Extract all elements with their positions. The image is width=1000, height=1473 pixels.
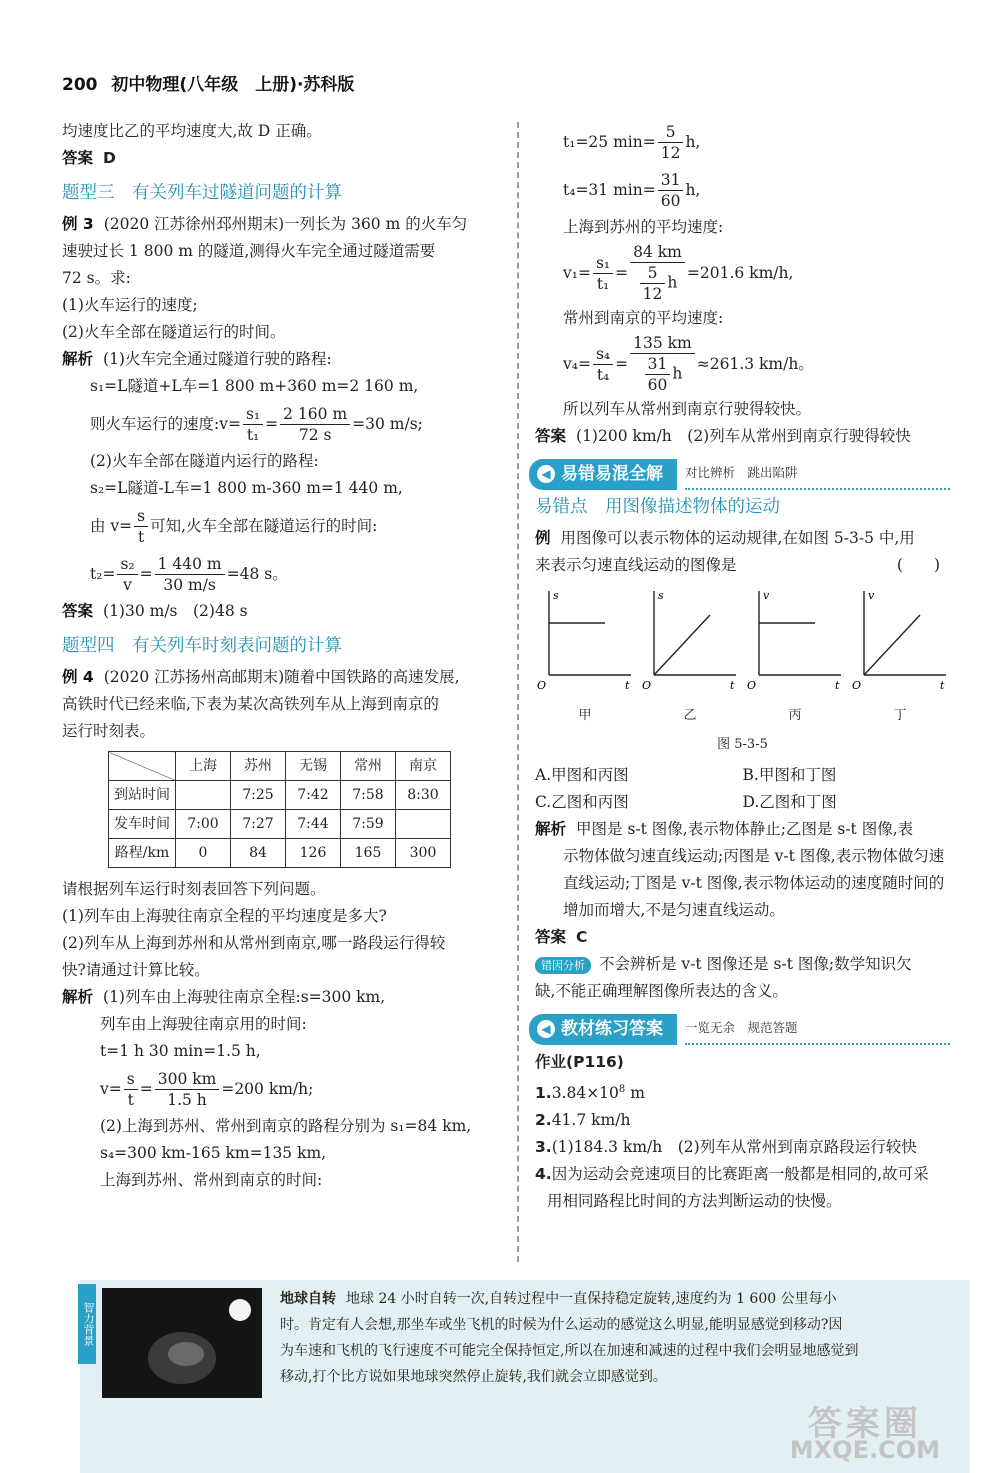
hw-item-4 — [535, 1161, 950, 1188]
graph-svg — [850, 585, 950, 695]
x-label: t — [730, 679, 735, 692]
y-label: s — [658, 589, 664, 602]
table-cell: 126 — [286, 839, 341, 868]
text: = — [615, 263, 629, 282]
fraction — [117, 554, 137, 595]
num: s — [134, 506, 148, 527]
fraction — [658, 170, 684, 211]
formula — [62, 400, 502, 448]
error-tag: 错因分析 — [535, 957, 591, 974]
answer-value: D — [103, 149, 116, 167]
origin-label: O — [747, 679, 757, 692]
analysis-line — [62, 984, 502, 1011]
table-cell: 0 — [176, 839, 231, 868]
text-line: 快?请通过计算比较。 — [62, 961, 210, 979]
table-cell: 路程/km — [109, 839, 176, 868]
text: t₄=31 min= — [563, 180, 656, 199]
fraction — [593, 253, 613, 294]
data-line — [654, 615, 710, 675]
option-a: A.甲图和丙图 — [535, 766, 629, 784]
table-cell: 300 — [396, 839, 451, 868]
speaker-icon: ◀ — [537, 1020, 555, 1038]
text: 移动,打个比方说如果地球突然停止旋转,我们就会立即感觉到。 — [280, 1369, 667, 1385]
fraction — [280, 404, 350, 445]
text: t₂= — [90, 564, 116, 583]
graph-jia — [535, 585, 635, 729]
den: 60 — [647, 376, 668, 394]
num: s₄ — [593, 344, 613, 365]
table-cell: 84 — [231, 839, 286, 868]
text: (1)火车完全通过隧道行驶的路程: — [103, 350, 332, 368]
table-row — [109, 781, 451, 810]
example-label: 例 — [535, 529, 551, 547]
text: 由 v= — [90, 516, 133, 535]
banner-title: 易错易混全解 — [561, 463, 663, 484]
timetable — [108, 751, 451, 868]
answer-line — [62, 598, 502, 625]
table-header: 常州 — [341, 752, 396, 781]
fraction — [155, 554, 225, 595]
left-column — [62, 118, 502, 1194]
text: (2020 江苏扬州高邮期末)随着中国铁路的高速发展, — [103, 668, 460, 686]
answer-label: 答案 — [62, 602, 94, 620]
item-number: 1. — [535, 1084, 552, 1103]
text: v= — [100, 1079, 122, 1098]
fraction — [630, 333, 695, 395]
item-number: 4. — [535, 1165, 552, 1184]
figure-caption: 图 5-3-5 — [717, 737, 768, 752]
book-title: 初中物理(八年级 上册)·苏科版 — [111, 75, 355, 95]
text: 来表示匀速直线运动的图像是 — [535, 556, 737, 574]
footer-box — [80, 1280, 970, 1473]
watermark-title: 答案圈 — [807, 1404, 922, 1444]
graph-svg — [535, 585, 635, 695]
option-d: D.乙图和丁图 — [742, 793, 837, 811]
right-column — [535, 118, 950, 1215]
table-header: 南京 — [396, 752, 451, 781]
formula — [62, 550, 502, 598]
num: s₁ — [243, 404, 263, 425]
fraction — [243, 404, 263, 445]
error-point-title: 易错点 用图像描述物体的运动 — [535, 497, 780, 517]
example-label: 例 3 — [62, 215, 94, 233]
text-line: s₂=L隧道-L车=1 800 m-360 m=1 440 m, — [90, 479, 403, 497]
num: 5 — [640, 263, 666, 284]
banner-subtitle: 对比辨析 跳出陷阱 — [685, 459, 950, 490]
options — [535, 762, 950, 816]
graph-ding — [850, 585, 950, 729]
fraction — [124, 1069, 138, 1110]
analysis-label: 解析 — [62, 988, 94, 1006]
table-header: 上海 — [176, 752, 231, 781]
table-header: 苏州 — [231, 752, 286, 781]
den: v — [123, 575, 132, 594]
text: 地球 24 小时自转一次,自转过程中一直保持稳定旋转,速度约为 1 600 公里每小 — [346, 1291, 837, 1307]
answer-value: C — [576, 928, 588, 946]
y-label: s — [553, 589, 559, 602]
hw-item-3 — [535, 1134, 950, 1161]
text-line: 72 s。求: — [62, 269, 131, 287]
num: 135 km — [630, 333, 695, 354]
table-cell: 发车时间 — [109, 810, 176, 839]
question-1: (1)列车由上海驶往南京全程的平均速度是多大? — [62, 907, 387, 925]
text: (1)184.3 km/h (2)列车从常州到南京路段运行较快 — [551, 1138, 917, 1157]
graph-name: 甲 — [578, 708, 592, 723]
banner-textbook — [529, 1015, 950, 1043]
y-label: v — [868, 589, 875, 602]
formula — [62, 502, 502, 550]
den — [630, 263, 685, 304]
section-title-4: 题型四 有关列车时刻表问题的计算 — [62, 636, 342, 656]
table-row — [109, 810, 451, 839]
text: 可知,火车全部在隧道运行的时间: — [150, 516, 378, 535]
text: (1)列车由上海驶往南京全程:s=300 km, — [103, 988, 386, 1006]
table-cell: 8:30 — [396, 781, 451, 810]
example-4 — [62, 664, 502, 691]
graph-bing — [745, 585, 845, 729]
num: s — [124, 1069, 138, 1090]
den: 1.5 h — [167, 1090, 207, 1109]
text-line — [535, 552, 950, 579]
den: 72 s — [298, 425, 332, 444]
table-cell: 7:27 — [231, 810, 286, 839]
watermark — [789, 1404, 940, 1464]
answer-label: 答案 — [62, 149, 94, 167]
unit: h — [672, 364, 683, 383]
den: 30 m/s — [163, 575, 216, 594]
footer-tab: 智力背景 — [78, 1284, 96, 1364]
hw-item-2 — [535, 1107, 950, 1134]
num: 31 — [645, 354, 671, 375]
text-line: 上海到苏州、常州到南京的时间: — [100, 1171, 323, 1189]
num: 84 km — [630, 242, 685, 263]
question-1: (1)火车运行的速度; — [62, 296, 198, 314]
diag-cell — [109, 752, 176, 781]
unit: m — [630, 1084, 645, 1103]
den: 12 — [660, 143, 681, 162]
table-cell: 7:44 — [286, 810, 341, 839]
fraction — [640, 263, 666, 304]
banner-box — [529, 1014, 677, 1045]
num: 2 160 m — [280, 404, 350, 425]
text: 不会辨析是 v-t 图像还是 s-t 图像;数学知识欠 — [599, 955, 912, 973]
analysis-label: 解析 — [62, 350, 94, 368]
banner-subtitle: 一览无余 规范答题 — [685, 1014, 950, 1045]
den: t₁ — [246, 425, 260, 444]
table-cell: 7:59 — [341, 810, 396, 839]
num: 5 — [658, 122, 684, 143]
text-line: 用相同路程比时间的方法判断运动的快慢。 — [547, 1192, 842, 1211]
num: 300 km — [155, 1069, 220, 1090]
text-line: (2)火车全部在隧道内运行的路程: — [90, 452, 319, 470]
text: 为车速和飞机的飞行速度不可能完全保持恒定,所以在加速和减速的过程中我们会明显地感觉到 — [280, 1343, 859, 1359]
fraction — [630, 242, 685, 304]
fraction — [134, 506, 148, 547]
table-cell: 到站时间 — [109, 781, 176, 810]
fraction — [645, 354, 671, 395]
text: h, — [685, 180, 701, 199]
answer-label: 答案 — [535, 928, 567, 946]
table-cell — [396, 810, 451, 839]
formula — [535, 332, 950, 396]
homework-title: 作业(P116) — [535, 1053, 624, 1071]
text: h, — [685, 132, 701, 151]
question-2: (2)火车全部在隧道运行的时间。 — [62, 323, 286, 341]
origin-label: O — [642, 679, 652, 692]
table-cell: 7:25 — [231, 781, 286, 810]
answer-label: 答案 — [535, 427, 567, 445]
text-line: 缺,不能正确理解图像所表达的含义。 — [535, 982, 788, 1000]
text-line: s₄=300 km-165 km=135 km, — [100, 1144, 327, 1162]
den: t₄ — [596, 365, 610, 384]
text: =201.6 km/h, — [686, 263, 794, 282]
text: =30 m/s; — [352, 414, 423, 433]
banner-title: 教材练习答案 — [561, 1018, 663, 1039]
origin-label: O — [852, 679, 862, 692]
exponent: 8 — [618, 1084, 626, 1095]
text: t₁=25 min= — [563, 132, 656, 151]
formula — [62, 1065, 502, 1113]
answer-line — [535, 423, 950, 450]
error-analysis — [535, 951, 950, 978]
text-line: 运行时刻表。 — [62, 722, 156, 740]
example-label: 例 4 — [62, 668, 94, 686]
text: =200 km/h; — [221, 1079, 314, 1098]
answer-line — [62, 145, 502, 172]
fraction — [155, 1069, 220, 1110]
footer-text — [280, 1286, 960, 1390]
text: ≈261.3 km/h。 — [696, 354, 814, 373]
answer-value: (1)200 km/h (2)列车从常州到南京行驶得较快 — [576, 427, 911, 445]
hw-item-1 — [535, 1076, 950, 1107]
text-line: 均速度比乙的平均速度大,故 D 正确。 — [62, 122, 322, 140]
text-line: 所以列车从常州到南京行驶得较快。 — [563, 400, 812, 418]
formula — [535, 166, 950, 214]
item-number: 2. — [535, 1111, 552, 1130]
example — [535, 525, 950, 552]
text: = — [139, 1079, 153, 1098]
text-line: t=1 h 30 min=1.5 h, — [100, 1042, 261, 1060]
text: 用图像可以表示物体的运动规律,在如图 5-3-5 中,用 — [560, 529, 915, 547]
item-number: 3. — [535, 1138, 552, 1157]
table-cell: 7:00 — [176, 810, 231, 839]
text-line: 常州到南京的平均速度: — [563, 309, 724, 327]
graph-svg — [745, 585, 845, 695]
option-b: B.甲图和丁图 — [742, 766, 837, 784]
formula — [535, 118, 950, 166]
page-header — [62, 70, 354, 95]
unit: h — [667, 273, 678, 292]
banner-box — [529, 459, 677, 490]
text: v₁= — [563, 263, 591, 282]
num: s₁ — [593, 253, 613, 274]
text-line: 示物体做匀速直线运动;丙图是 v-t 图像,表示物体做匀速 — [563, 847, 945, 865]
den: t — [138, 527, 145, 546]
den: 12 — [642, 285, 663, 303]
analysis-label: 解析 — [535, 820, 567, 838]
option-c: C.乙图和丙图 — [535, 793, 629, 811]
text: 甲图是 s-t 图像,表示物体静止;乙图是 s-t 图像,表 — [576, 820, 914, 838]
table-header: 无锡 — [286, 752, 341, 781]
text-line: s₁=L隧道+L车=1 800 m+360 m=2 160 m, — [90, 377, 419, 395]
graph-name: 乙 — [683, 708, 697, 723]
text: =48 s。 — [226, 564, 288, 583]
num: 31 — [658, 170, 684, 191]
data-line — [864, 615, 920, 675]
analysis-line — [62, 346, 502, 373]
text: 3.84×10 — [551, 1084, 619, 1103]
fraction — [593, 344, 613, 385]
graph-name: 丁 — [893, 708, 907, 723]
example-3 — [62, 211, 502, 238]
page-number: 200 — [62, 75, 98, 95]
text: = — [265, 414, 279, 433]
text-line: 增加而增大,不是匀速直线运动。 — [563, 901, 785, 919]
table-cell: 7:42 — [286, 781, 341, 810]
text: 时。肯定有人会想,那坐车或坐飞机的时候为什么运动的感觉这么明显,能明显感觉到移动?因 — [280, 1317, 843, 1333]
text-line: 直线运动;丁图是 v-t 图像,表示物体运动的速度随时间的 — [563, 874, 945, 892]
text-line: (2)上海到苏州、常州到南京的路程分别为 s₁=84 km, — [100, 1117, 472, 1135]
formula — [535, 241, 950, 305]
answer-paren: ( ) — [896, 556, 940, 574]
origin-label: O — [537, 679, 547, 692]
den — [630, 354, 695, 395]
y-label: v — [763, 589, 770, 602]
text-line: 请根据列车运行时刻表回答下列问题。 — [62, 880, 326, 898]
fraction — [658, 122, 684, 163]
earth-image — [102, 1288, 262, 1398]
text-line: 上海到苏州的平均速度: — [563, 218, 724, 236]
graph-svg — [640, 585, 740, 695]
den: 60 — [660, 191, 681, 210]
den: t₁ — [596, 274, 610, 293]
graph-name: 丙 — [788, 708, 802, 723]
answer-value: (1)30 m/s (2)48 s — [103, 602, 248, 620]
graph-yi — [640, 585, 740, 729]
footer-title: 地球自转 — [280, 1291, 336, 1307]
section-title-3: 题型三 有关列车过隧道问题的计算 — [62, 183, 342, 203]
num: 1 440 m — [155, 554, 225, 575]
banner-errors — [529, 460, 950, 488]
speaker-icon: ◀ — [537, 465, 555, 483]
earth-svg — [102, 1288, 262, 1398]
text-line: 速驶过长 1 800 m 的隧道,测得火车完全通过隧道需要 — [62, 242, 436, 260]
answer-line — [535, 924, 950, 951]
x-label: t — [625, 679, 630, 692]
table-cell: 165 — [341, 839, 396, 868]
text: 则火车运行的速度:v= — [90, 414, 241, 433]
question-2: (2)列车从上海到苏州和从常州到南京,哪一路段运行得较 — [62, 934, 446, 952]
text: (2020 江苏徐州邳州期末)一列长为 360 m 的火车匀 — [103, 215, 468, 233]
table-cell — [176, 781, 231, 810]
text-line: 列车由上海驶往南京用的时间: — [100, 1015, 307, 1033]
den: t — [127, 1090, 134, 1109]
text: 因为运动会竞速项目的比赛距离一般都是相同的,故可采 — [551, 1165, 929, 1184]
table-row — [109, 839, 451, 868]
x-label: t — [940, 679, 945, 692]
num: s₂ — [117, 554, 137, 575]
table-cell: 7:58 — [341, 781, 396, 810]
text: v₄= — [563, 354, 591, 373]
watermark-url: MXQE.COM — [789, 1436, 940, 1464]
x-label: t — [835, 679, 840, 692]
text-line: 高铁时代已经来临,下表为某次高铁列车从上海到南京的 — [62, 695, 439, 713]
column-divider — [517, 122, 519, 1262]
table-header-row — [109, 752, 451, 781]
analysis-line — [535, 816, 950, 843]
text: 41.7 km/h — [551, 1111, 631, 1130]
graphs-row — [535, 585, 950, 729]
text: = — [615, 354, 629, 373]
text: = — [139, 564, 153, 583]
